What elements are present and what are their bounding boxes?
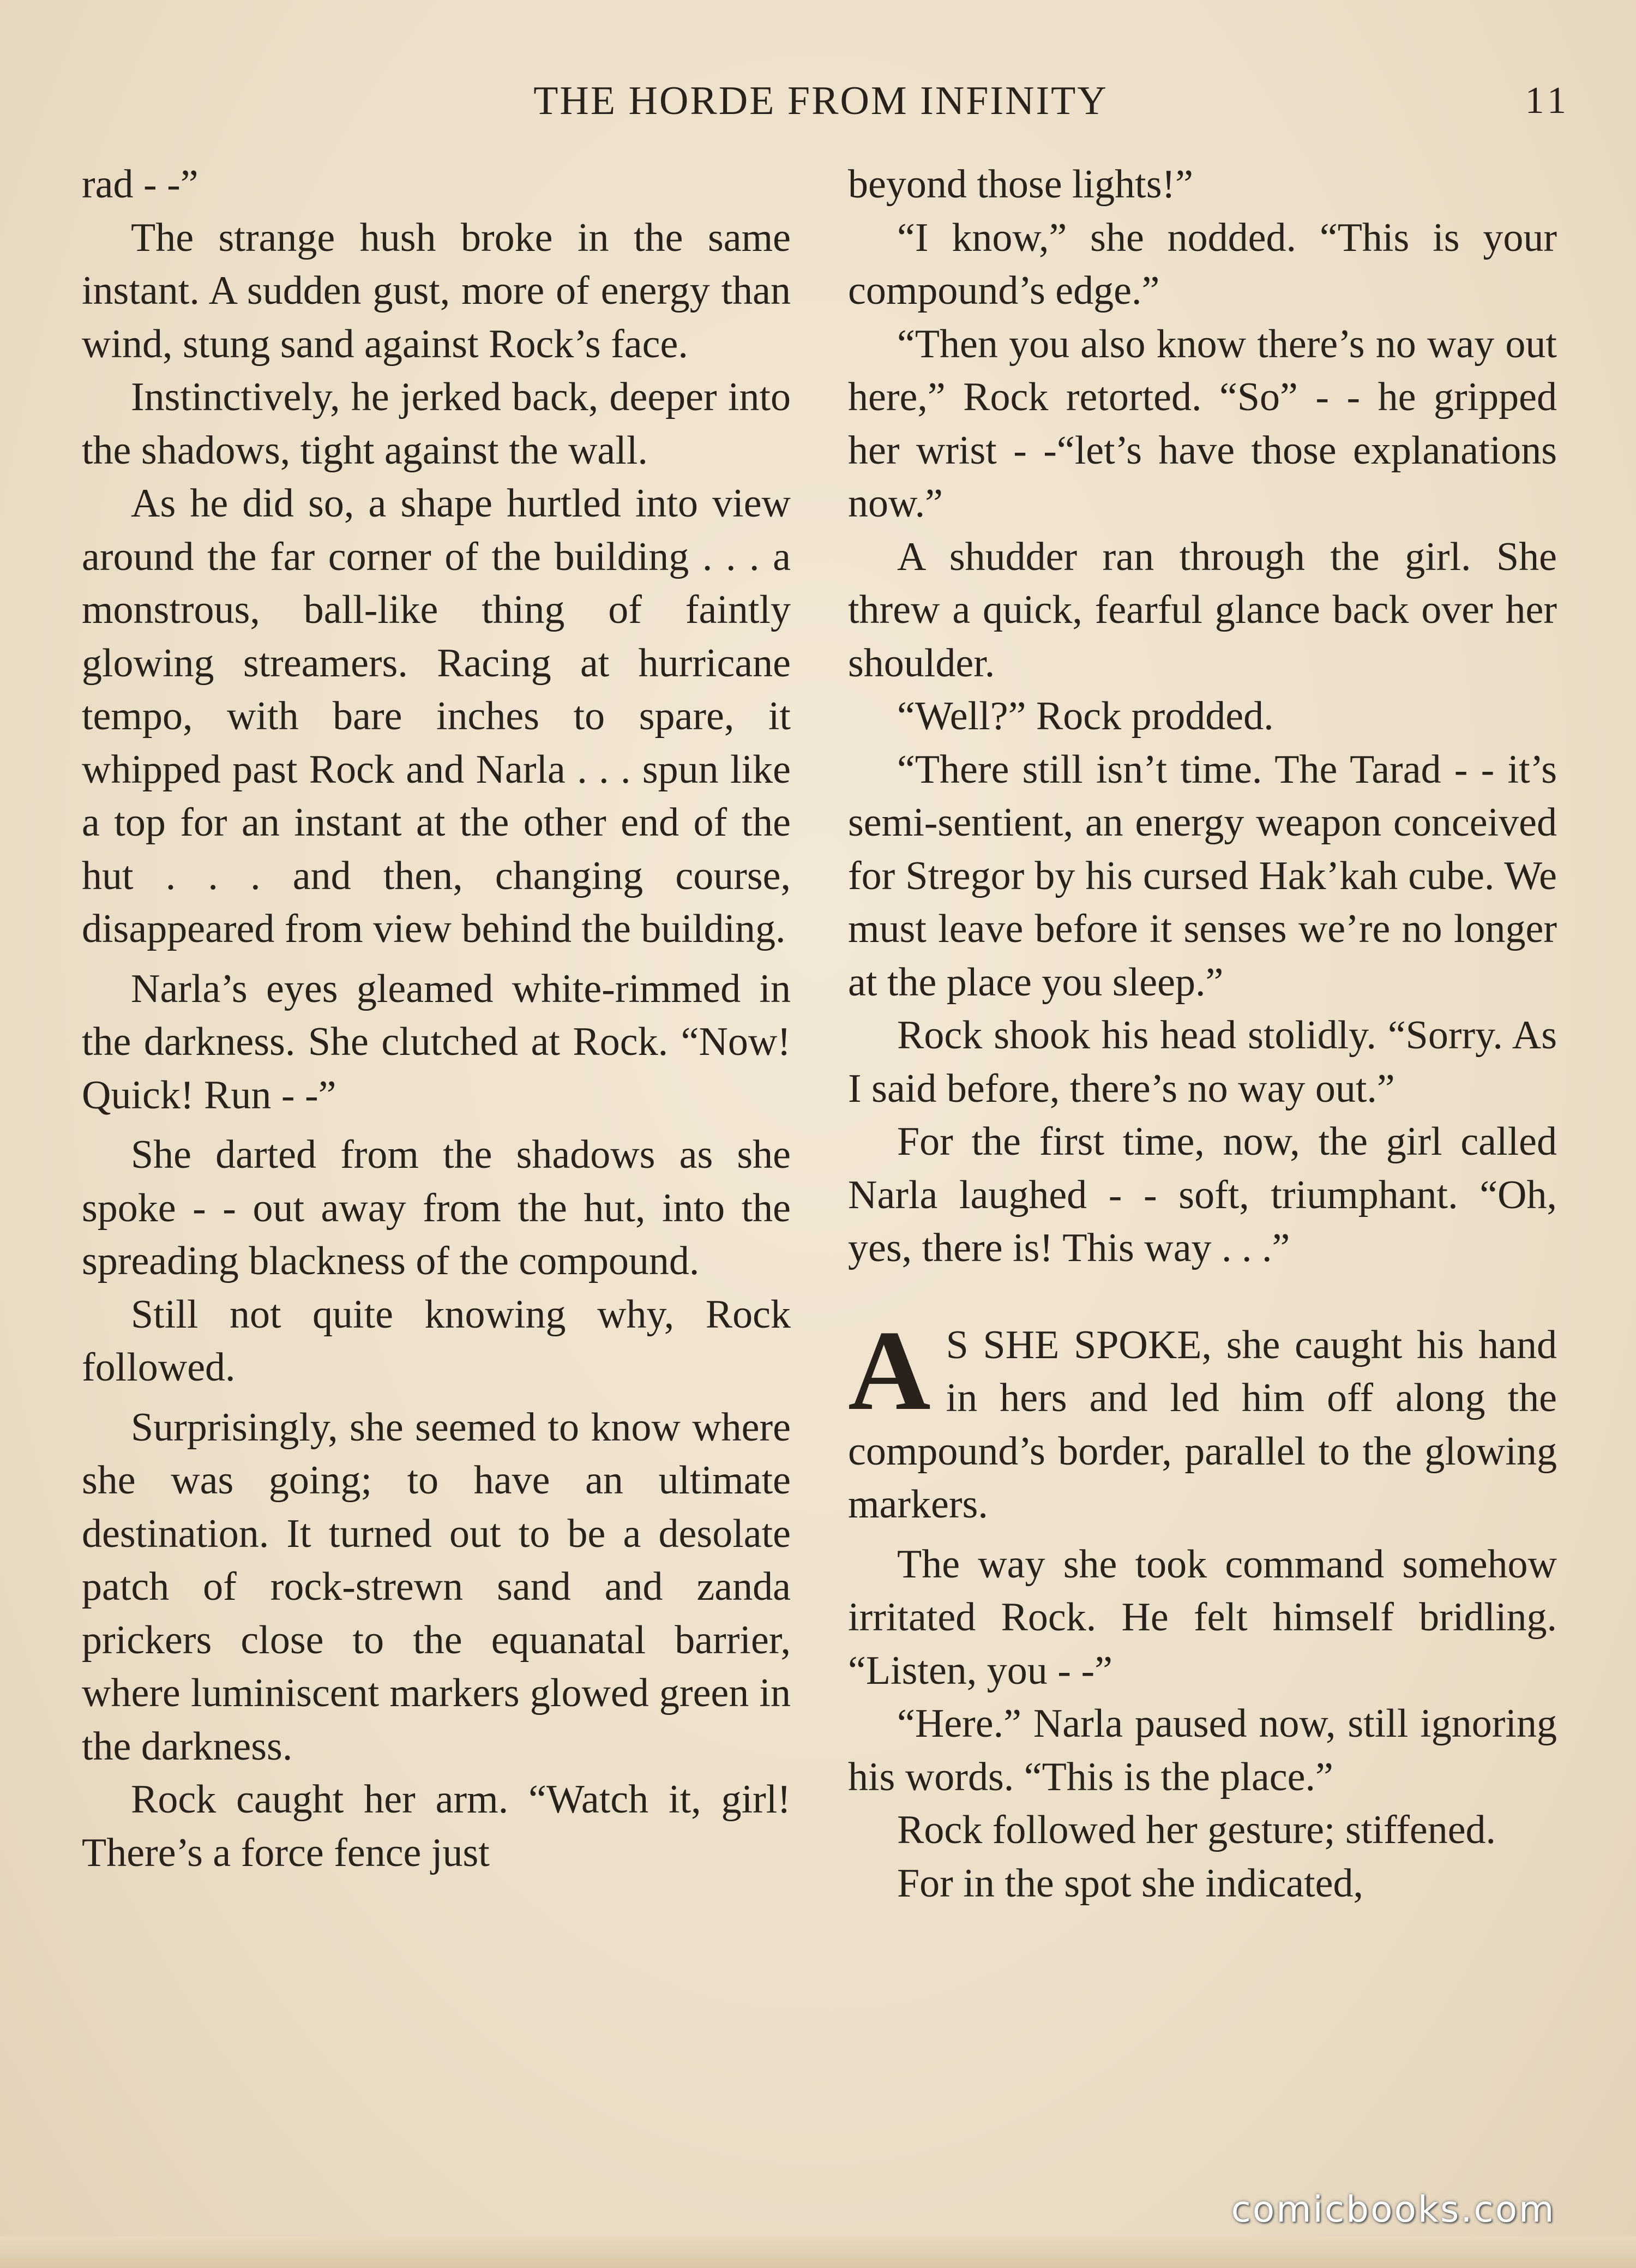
paragraph: “Here.” Narla paused now, still ignoring his words. “This is the place.” <box>848 1701 1557 1799</box>
drop-cap: A <box>848 1307 931 1434</box>
section-opening-paragraph <box>848 1307 1557 1532</box>
paragraph: beyond those lights!” <box>848 162 1194 207</box>
paragraph: “Then you also know there’s no way out here,” Rock retorted. “So” - - he gripped her wrist - -“let’s have those explanations now.” <box>848 321 1557 526</box>
paragraph: As he did so, a shape hurtled into view around the far corner of the building . . . a monstrous, ball-like thing of faintly glowing streamers. Racing at hurricane tempo, with bare inches to spare, it whipped past Rock and Narla . . . spun like a top for an instant at the other end of the hut . . . and then, changing course, disappeared from view behind the building. <box>82 481 791 951</box>
page-bottom-edge <box>0 2236 1636 2268</box>
page-title: THE HORDE FROM INFINITY <box>533 79 1108 123</box>
paragraph: Instinctively, he jerked back, deeper into the shadows, tight against the wall. <box>82 375 791 473</box>
paragraph: Surprisingly, she seemed to know where she was going; to have an ultimate destination. It turned out to be a desolate patch of rock-strewn sand and zanda prickers close to the equanatal barrier, where luminiscent markers glowed green in the darkness. <box>82 1405 791 1769</box>
drop-cap-paragraph-text: S SHE SPOKE, she caught his hand in hers and led him off along the compound’s border, parallel to the glowing markers. <box>848 1322 1557 1527</box>
paragraph: Rock followed her gesture; stiffened. <box>897 1808 1496 1852</box>
running-head <box>0 76 1636 125</box>
paragraph: Rock shook his head stolidly. “Sorry. As I said before, there’s no way out.” <box>848 1013 1557 1111</box>
right-text-column <box>848 158 1557 1910</box>
paragraph: rad - -” <box>82 162 199 207</box>
page-number: 11 <box>1525 80 1571 122</box>
paragraph: A shudder ran through the girl. She threw a quick, fearful glance back over her shoulder. <box>848 534 1557 686</box>
paragraph: “Well?” Rock prodded. <box>897 694 1274 739</box>
paragraph: The way she took command somehow irritated Rock. He felt himself bridling. “Listen, you - -” <box>848 1541 1557 1693</box>
paragraph: Narla’s eyes gleamed white-rimmed in the darkness. She clutched at Rock. “Now! Quick! Run - -” <box>82 966 791 1118</box>
section-break <box>848 1275 1557 1319</box>
paragraph: The strange hush broke in the same instant. A sudden gust, more of energy than wind, stung sand against Rock’s face. <box>82 215 791 367</box>
paragraph: She darted from the shadows as she spoke - - out away from the hut, into the spreading blackness of the compound. <box>82 1132 791 1283</box>
paragraph: “I know,” she nodded. “This is your compound’s edge.” <box>848 215 1557 313</box>
paragraph: “There still isn’t time. The Tarad - - it’s semi-sentient, an energy weapon conceived for Stregor by his cursed Hak’kah cube. We must leave before it senses we’re no longer at the place you sleep.” <box>848 747 1557 1005</box>
left-text-column <box>82 158 791 1880</box>
site-watermark: comicbooks.com <box>1231 2188 1556 2230</box>
paragraph: Still not quite knowing why, Rock followed. <box>82 1292 791 1390</box>
paragraph: Rock caught her arm. “Watch it, girl! There’s a force fence just <box>82 1777 791 1875</box>
paragraph: For the first time, now, the girl called Narla laughed - - soft, triumphant. “Oh, yes, there is! This way . . .” <box>848 1119 1557 1270</box>
paragraph: For in the spot she indicated, <box>897 1861 1363 1906</box>
